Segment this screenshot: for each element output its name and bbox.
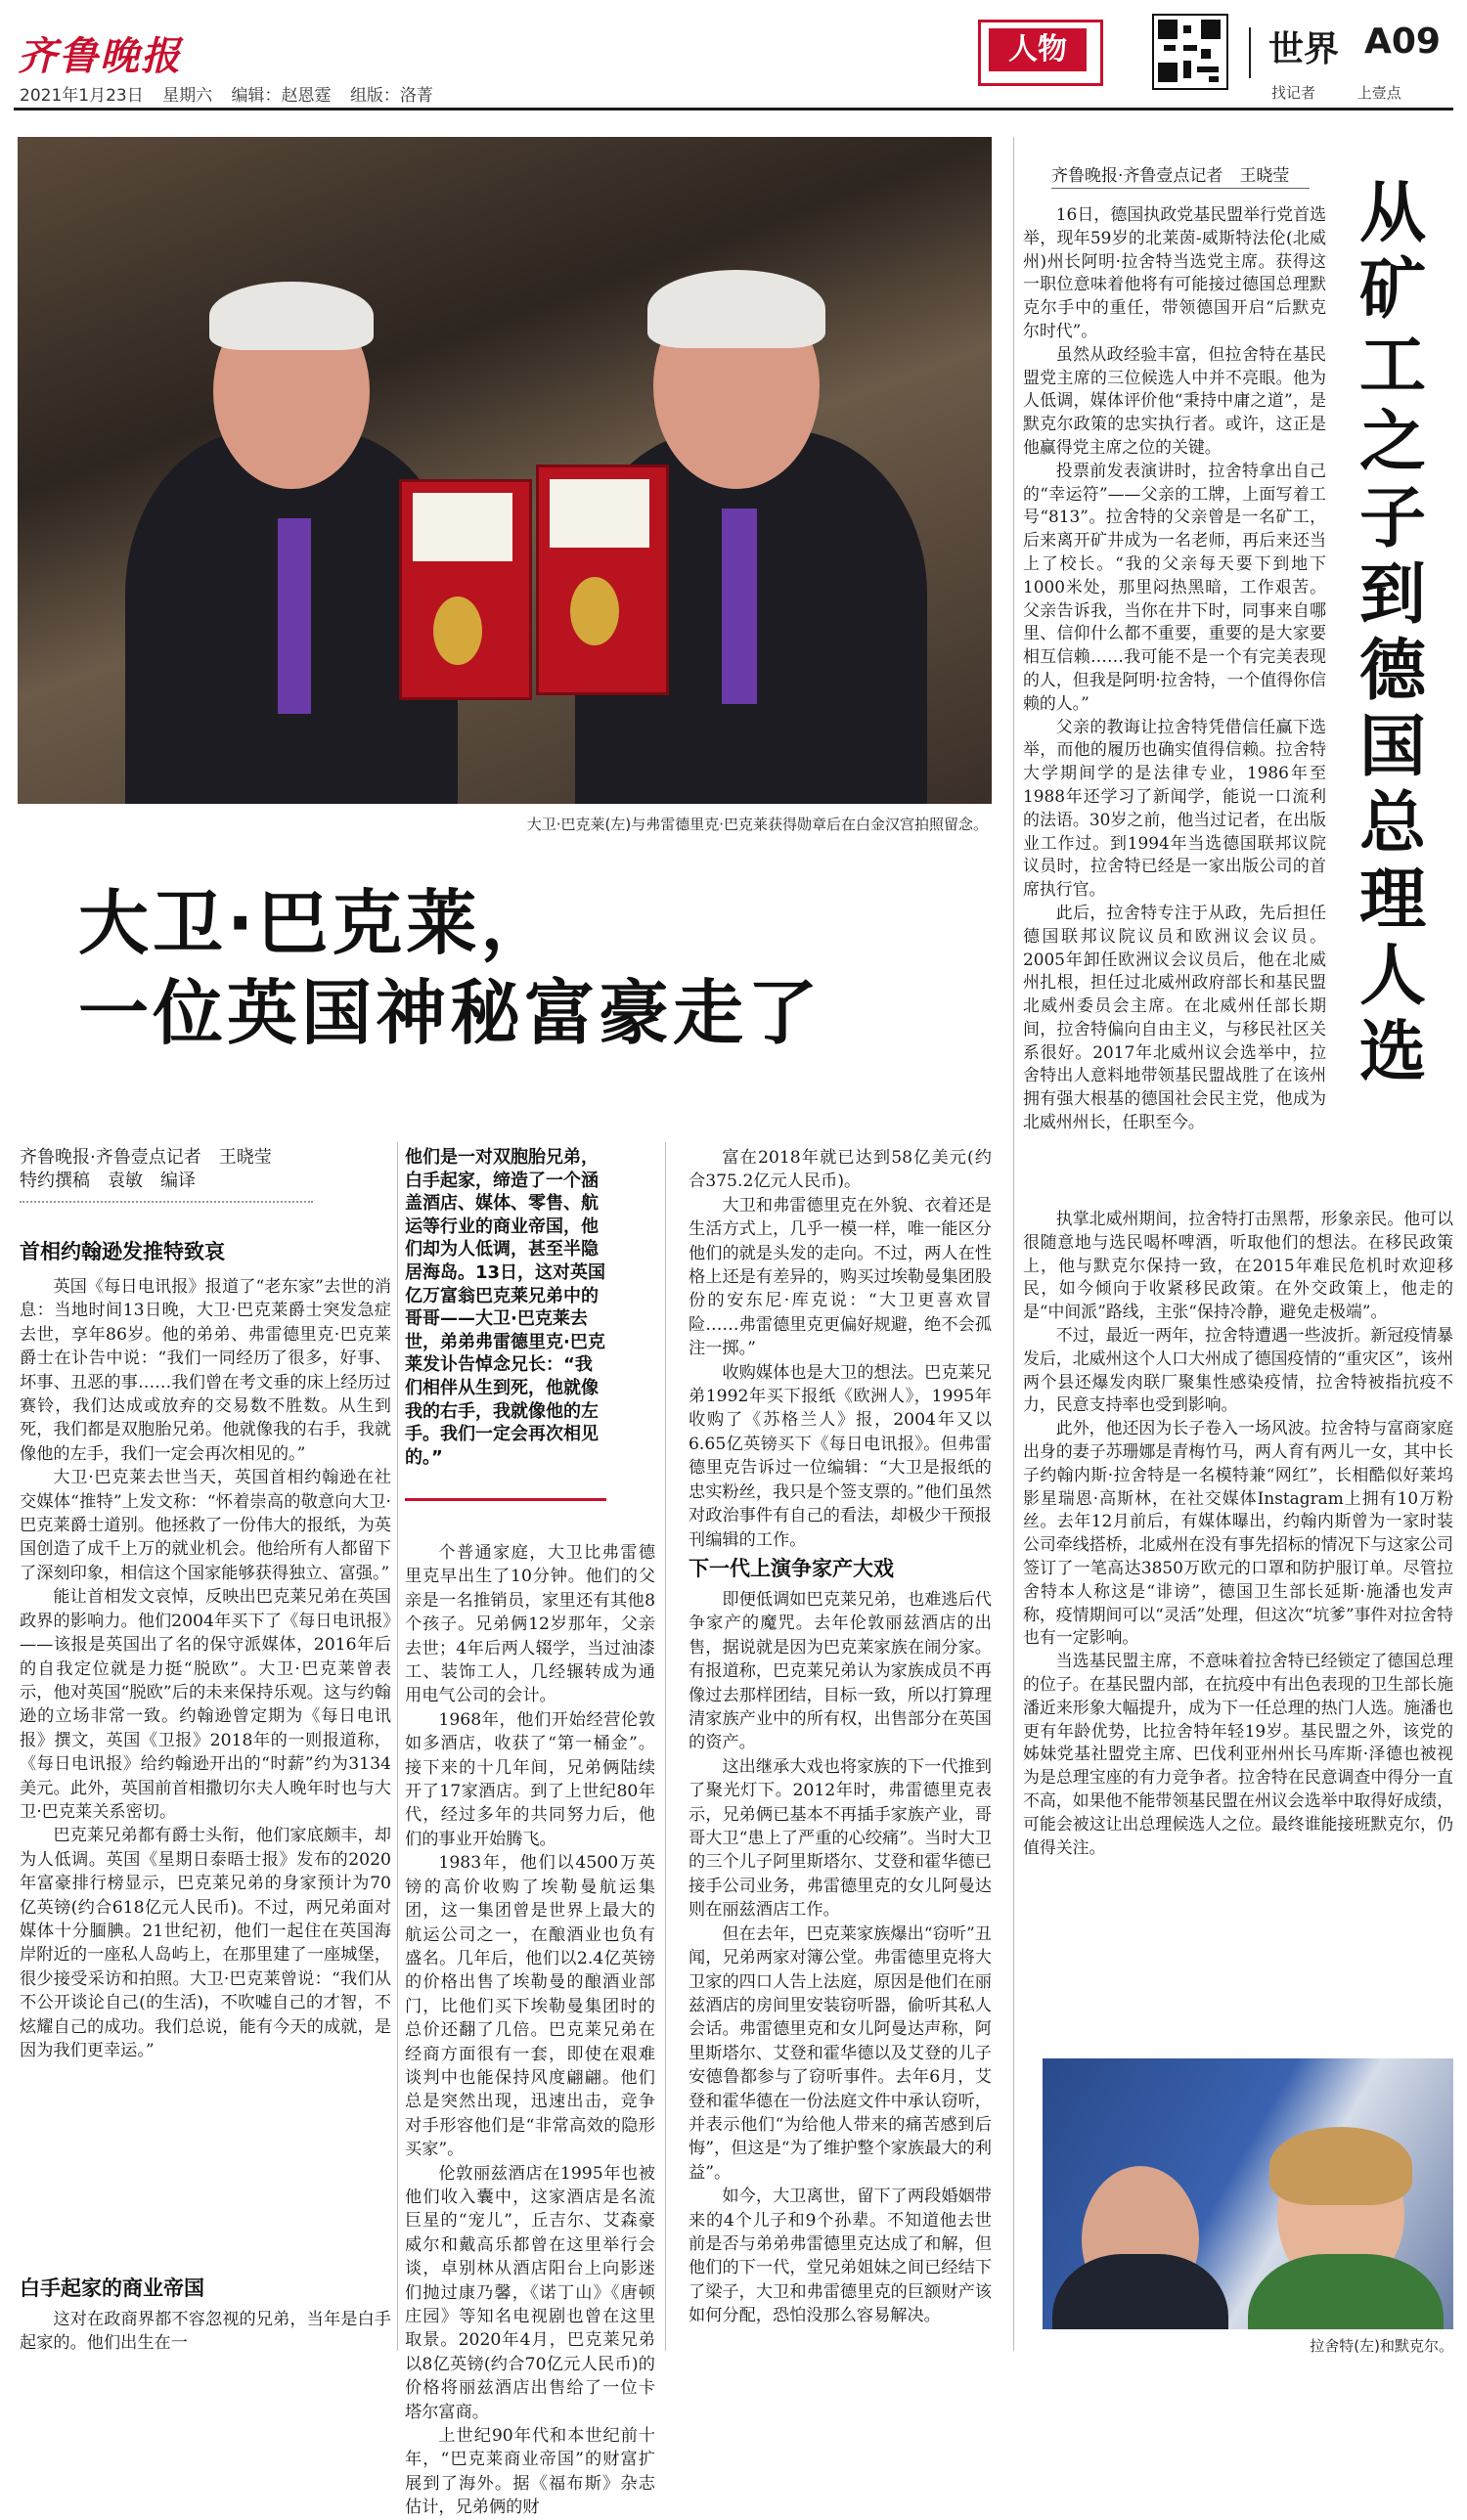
paragraph: 大卫和弗雷德里克在外貌、衣着还是生活方式上，几乎一模一样，唯一能区分他们的就是头发的走向。不过，两人在性格上还是有差异的，购买过埃勒曼集团股份的安东尼·库克说：“大卫更喜欢冒险……弗雷德里克更偏好规避，绝不会孤注一掷。” [689, 1195, 992, 1359]
paragraph: 富在2018年就已达到58亿美元(约合375.2亿元人民币)。 [689, 1148, 992, 1192]
subhead-pm-tribute: 首相约翰逊发推特致哀 [20, 1240, 225, 1263]
layout-credit: 组版：洛菁 [349, 86, 433, 106]
paragraph: 这对在政商界都不容忽视的兄弟，当年是白手起家的。他们出生在一 [20, 2310, 391, 2354]
headline-char: 矿 [1358, 251, 1426, 329]
paragraph: 父亲的教诲让拉舍特凭借信任赢下选举，而他的履历也确实值得信赖。拉舍特大学期间学的是法律专业，1986年至1988年还学习了新闻学，能说一口流利的法语。30岁之前，他当过记者，在出版业工作过。到1994年当选德国联邦议院议员时，拉舍特已经是一家出版公司的首席执行官。 [1023, 716, 1326, 900]
byline-reporter: 齐鲁晚报·齐鲁壹点记者 王晓莹 [20, 1147, 272, 1168]
headline-char: 子 [1358, 480, 1426, 557]
paragraph: 投票前发表演讲时，拉舍特拿出自己的“幸运符”——父亲的工牌，上面写着工号“813”。拉舍特的父亲曾是一名矿工，后来离开矿井成为一名老师，再后来还当上了校长。“我的父亲每天要下到地下1000米处，那里闷热黑暗，工作艰苦。父亲告诉我，当你在井下时，同事来自哪里、信仰什么都不重要，重要的是大家要相互信赖……我可能不是一个有完美表现的人，但我是阿明·拉舍特，一个值得你信赖的人。” [1023, 460, 1326, 713]
headline-char: 人 [1358, 938, 1426, 1015]
app-label[interactable]: 上壹点 [1356, 84, 1401, 102]
article-column-2 [405, 1541, 655, 2520]
find-reporter-label[interactable]: 找记者 [1271, 84, 1316, 102]
article-column-3-continued [689, 1588, 992, 2328]
page-number: A09 [1364, 22, 1441, 62]
subhead-inheritance-fight: 下一代上演争家产大戏 [689, 1557, 894, 1580]
paragraph: 执掌北威州期间，拉舍特打击黑帮，形象亲民。他可以很随意地与选民喝杯啤酒，听取他们的想法。在移民政策上，他与默克尔保持一致，在2015年难民危机时欢迎移民，如今倾向于收紧移民政策。在外交政策上，他走的是“中间派”路线，主张“保持冷静，避免走极端”。 [1023, 1209, 1453, 1322]
byline-translator: 特约撰稿 袁敏 编译 [20, 1171, 196, 1191]
reader-service-labels [1271, 82, 1401, 103]
paragraph: 1983年，他们以4500万英镑的高价收购了埃勒曼航运集团，这一集团曾是世界上最大的航运公司之一，在酿酒业也负有盛名。几年后，他们以2.4亿英镑的价格出售了埃勒曼的酿酒业部门，比他们买下埃勒曼集团时的总价还翻了几倍。巴克莱兄弟在经商方面很有一套，即使在艰难谈判中也能保持风度翩翩。他们总是突然出现，迅速出击，竞争对手形容他们是“非常高效的隐形买家”。 [405, 1853, 655, 2160]
paragraph: 1968年，他们开始经营伦敦如多酒店，收获了“第一桶金”。接下来的十几年间，兄弟俩陆续开了17家酒店。到了上世纪80年代，经过多年的共同努力后，他们的事业开始腾飞。 [405, 1709, 655, 1849]
headline-char: 总 [1358, 785, 1426, 862]
issue-weekday: 星期六 [162, 86, 213, 106]
headline-char: 工 [1358, 328, 1426, 405]
header-divider [1249, 27, 1251, 78]
headline-char: 之 [1358, 404, 1426, 481]
paragraph: 伦敦丽兹酒店在1995年也被他们收入囊中，这家酒店是名流巨星的“宠儿”，丘吉尔、艾森豪威尔和戴高乐都曾在这里举行会谈，卓别林从酒店阳台上向影迷们抛过康乃馨，《诺丁山》《唐顿庄园》等知名电视剧也曾在这里取景。2020年4月，巴克莱兄弟以8亿英镑(约合70亿元人民币)的价格将丽兹酒店出售给了一位卡塔尔富商。 [405, 2163, 655, 2422]
right-article-body-top [1023, 203, 1326, 1134]
right-article-body-bottom [1023, 1208, 1453, 1859]
byline-divider [20, 1199, 313, 1203]
paragraph: 即便低调如巴克莱兄弟，也难逃后代争家产的魔咒。去年伦敦丽兹酒店的出售，据说就是因为巴克莱家族在闹分家。有报道称，巴克莱兄弟认为家族成员不再像过去那样团结，目标一致，所以打算理清家族产业中的所有权，出售部分在英国的资产。 [689, 1590, 992, 1753]
column-divider [397, 1142, 398, 2351]
right-article-headline [1338, 176, 1447, 1091]
paragraph: 大卫·巴克莱去世当天，英国首相约翰逊在社交媒体“推特”上发文称：“怀着崇高的敬意向大卫·巴克莱爵士道别。他拯救了一份伟大的报纸，为英国创造了成千上万的就业机会。他给所有人都留下了深刻印象，相信这个国家能够获得独立、富强。” [20, 1468, 391, 1583]
byline-rule [1051, 188, 1310, 189]
headline-char: 到 [1358, 556, 1426, 634]
header-rule [14, 108, 1453, 111]
paragraph: 巴克莱兄弟都有爵士头衔，他们家底颇丰，却为人低调。英国《星期日泰晤士报》发布的2020年富豪排行榜显示，巴克莱兄弟的身家预计为70亿英镑(约合618亿元人民币)。不过，两兄弟面对媒体十分腼腆。21世纪初，他们一起住在英国海岸附近的一座私人岛屿上，在那里建了一座城堡，很少接受采访和拍照。大卫·巴克莱曾说：“我们从不公开谈论自己(的生活)，不吹嘘自己的才智，不炫耀自己的成功。我们总说，能有今天的成就，是因为我们更幸运。” [20, 1826, 391, 2060]
paragraph: 不过，最近一两年，拉舍特遭遇一些波折。新冠疫情暴发后，北威州这个人口大州成了德国疫情的“重灾区”，该州两个县还爆发肉联厂聚集性感染疫情，拉舍特被指抗疫不力，民意支持率也受到影响。 [1023, 1324, 1453, 1415]
article-byline [20, 1146, 313, 1203]
laschet-merkel-photo [1043, 2058, 1453, 2329]
article-column-3 [689, 1146, 992, 1552]
paragraph: 这出继承大戏也将家族的下一代推到了聚光灯下。2012年时，弗雷德里克表示，兄弟俩已基本不再插手家族产业，哥哥大卫“患上了严重的心绞痛”。当时大卫的三个儿子阿里斯塔尔、艾登和霍华德已接手公司业务，弗雷德里克的女儿阿曼达则在丽兹酒店工作。 [689, 1756, 992, 1921]
pull-quote: 他们是一对双胞胎兄弟，白手起家，缔造了一个涵盖酒店、媒体、零售、航运等行业的商业帝国，他们却为人低调，甚至半隐居海岛。13日，这对英国亿万富翁巴克莱兄弟中的哥哥——大卫·巴克莱去世，弟弟弗雷德里克·巴克莱发讣告悼念兄长：“我们相伴从生到死，他就像我的右手，我就像他的左手。我们一定会再次相见的。” [405, 1147, 606, 1468]
section-badge [978, 20, 1103, 86]
paragraph: 但在去年，巴克莱家族爆出“窃听”丑闻，兄弟两家对簿公堂。弗雷德里克将大卫家的四口人告上法庭，原因是他们在丽兹酒店的房间里安装窃听器，偷听其私人会话。弗雷德里克和女儿阿曼达声称，阿里斯塔尔、艾登和霍华德以及艾登的儿子安德鲁都参与了窃听事件。去年6月，艾登和霍华德在一份法庭文件中承认窃听，并表示他们“为给他人带来的痛苦感到后悔”，但这是“为了维护整个家族最大的利益”。 [689, 1923, 992, 2183]
paragraph: 能让首相发文哀悼，反映出巴克莱兄弟在英国政界的影响力。他们2004年买下了《每日电讯报》——该报是英国出了名的保守派媒体，2016年后的自我定位就是力挺“脱欧”。大卫·巴克莱曾表示，他对英国“脱欧”后的未来保持乐观。这与约翰逊的立场非常一致。约翰逊曾定期为《每日电讯报》撰文，英国《卫报》2018年的一则报道称，《每日电讯报》给约翰逊开出的“时薪”约为3134美元。此外，英国前首相撒切尔夫人晚年时也与大卫·巴克莱关系密切。 [20, 1587, 391, 1822]
column-divider [1013, 137, 1014, 2351]
page-section-title: 世界 [1268, 29, 1340, 69]
subhead-business-empire: 白手起家的商业帝国 [20, 2277, 204, 2300]
main-photo [18, 137, 992, 804]
headline-line-2: 一位英国神秘富豪走了 [78, 972, 822, 1054]
editor-credit: 编辑：赵恩霆 [231, 86, 332, 106]
paragraph: 收购媒体也是大卫的想法。巴克莱兄弟1992年买下报纸《欧洲人》，1995年收购了《苏格兰人》报，2004年又以6.65亿英镑买下《每日电讯报》。但弗雷德里克告诉过一位编辑：“大卫是报纸的忠实粉丝，我只是个签支票的。”他们虽然对政治事件有自己的看法，却极少干预报刊编辑的工作。 [689, 1362, 992, 1550]
headline-line-1: 大卫·巴克莱， [78, 882, 556, 964]
column-divider [665, 1142, 666, 2351]
right-article-byline: 齐鲁晚报·齐鲁壹点记者 王晓莹 [1051, 166, 1290, 186]
headline-char: 从 [1358, 175, 1426, 252]
headline-char: 理 [1358, 862, 1426, 939]
article-column-1-continued [20, 2308, 391, 2356]
dateline [20, 81, 447, 106]
paragraph: 英国《每日电讯报》报道了“老东家”去世的消息：当地时间13日晚，大卫·巴克莱爵士突发急症去世，享年86岁。他的弟弟、弗雷德里克·巴克莱爵士在讣告中说：“我们一同经历了很多，好事、坏事、丑恶的事……我们曾在考文垂的床上经历过赛铃，我们达成或放弃的交易数不胜数。从生到死，我们都是双胞胎兄弟。他就像我的右手，我就像他的左手，我们一定会再次相见的。” [20, 1277, 391, 1464]
paragraph: 如今，大卫离世，留下了两段婚姻带来的4个儿子和9个孙辈。不知道他去世前是否与弟弟弗雷德里克达成了和解，但他们的下一代，堂兄弟姐妹之间已经结下了梁子，大卫和弗雷德里克的巨额财产该如何分配，恐怕没那么容易解决。 [689, 2187, 992, 2326]
qr-code-icon[interactable] [1152, 14, 1228, 90]
main-photo-caption: 大卫·巴克莱(左)与弗雷德里克·巴克莱获得勋章后在白金汉宫拍照留念。 [526, 816, 988, 833]
paragraph: 虽然从政经验丰富，但拉舍特在基民盟党主席的三位候选人中并不亮眼。他为人低调，媒体评价他“秉持中庸之道”，是默克尔政策的忠实执行者。或许，这正是他赢得党主席之位的关键。 [1023, 343, 1326, 457]
article-column-1 [20, 1275, 391, 2062]
main-headline [78, 878, 958, 1058]
headline-char: 国 [1358, 709, 1426, 786]
pull-quote-rule [405, 1498, 606, 1501]
issue-date: 2021年1月23日 [20, 86, 144, 106]
paragraph: 此外，他还因为长子卷入一场风波。拉舍特与富商家庭出身的妻子苏珊娜是青梅竹马，两人育有两儿一女，其中长子约翰内斯·拉舍特是一名模特兼“网红”，长相酷似好莱坞影星瑞恩·高斯林，在社交媒体Instagram上拥有10万粉丝。去年12月前后，有媒体曝出，约翰内斯曾为一家时装公司牵线搭桥，北威州在没有事先招标的情况下与这家公司签订了一笔高达3850万欧元的口罩和防护服订单。尽管拉舍特本人称这是“诽谤”，德国卫生部长延斯·施潘也发声称，疫情期间可以“灵活”处理，但这次“坑爹”事件对拉舍特也有一定影响。 [1023, 1418, 1453, 1648]
paragraph: 当选基民盟主席，不意味着拉舍特已经锁定了德国总理的位子。在基民盟内部，在抗疫中有出色表现的卫生部长施潘近来形象大幅提升，成为下一任总理的热门人选。施潘也更有年龄优势，比拉舍特年轻19岁。基民盟之外，该党的姊妹党基社盟党主席、巴伐利亚州州长马库斯·泽德也被视为是总理宝座的有力竞争者。拉舍特在民意调查中得分一直不高，如果他不能带领基民盟在州议会选举中取得好成绩，可能会被这让出总理候选人之位。最终谁能接班默克尔，仍值得关注。 [1023, 1651, 1453, 1857]
paragraph: 上世纪90年代和本世纪前十年，“巴克莱商业帝国”的财富扩展到了海外。据《福布斯》杂志估计，兄弟俩的财 [405, 2426, 655, 2518]
right-photo-caption: 拉舍特(左)和默克尔。 [1310, 2337, 1453, 2355]
newspaper-logo: 齐鲁晚报 [18, 33, 182, 79]
section-label: 人物 [989, 28, 1087, 71]
headline-char: 德 [1358, 633, 1426, 710]
paragraph: 16日，德国执政党基民盟举行党首选举，现年59岁的北莱茵-威斯特法伦(北威州)州长阿明·拉舍特当选党主席。获得这一职位意味着他将有可能接过德国总理默克尔手中的重任，带领德国开启“后默克尔时代”。 [1023, 204, 1326, 340]
paragraph: 此后，拉舍特专注于从政，先后担任德国联邦议院议员和欧洲议会议员。2005年卸任欧洲议会议员后，他在北威州扎根，担任过北威州政府部长和基民盟北威州委员会主席。在北威州任部长期间，拉舍特偏向自由主义，与移民社区关系很好。2017年北威州议会选举中，拉舍特出人意料地带领基民盟战胜了在该州拥有强大根基的德国社会民主党，他成为北威州州长，任职至今。 [1023, 902, 1326, 1132]
paragraph: 个普通家庭，大卫比弗雷德里克早出生了10分钟。他们的父亲是一名推销员，家里还有其他8个孩子。兄弟俩12岁那年，父亲去世；4年后两人辍学，当过油漆工、装饰工人，几经辗转成为通用电气公司的会计。 [405, 1543, 655, 1706]
headline-char: 选 [1358, 1014, 1426, 1091]
